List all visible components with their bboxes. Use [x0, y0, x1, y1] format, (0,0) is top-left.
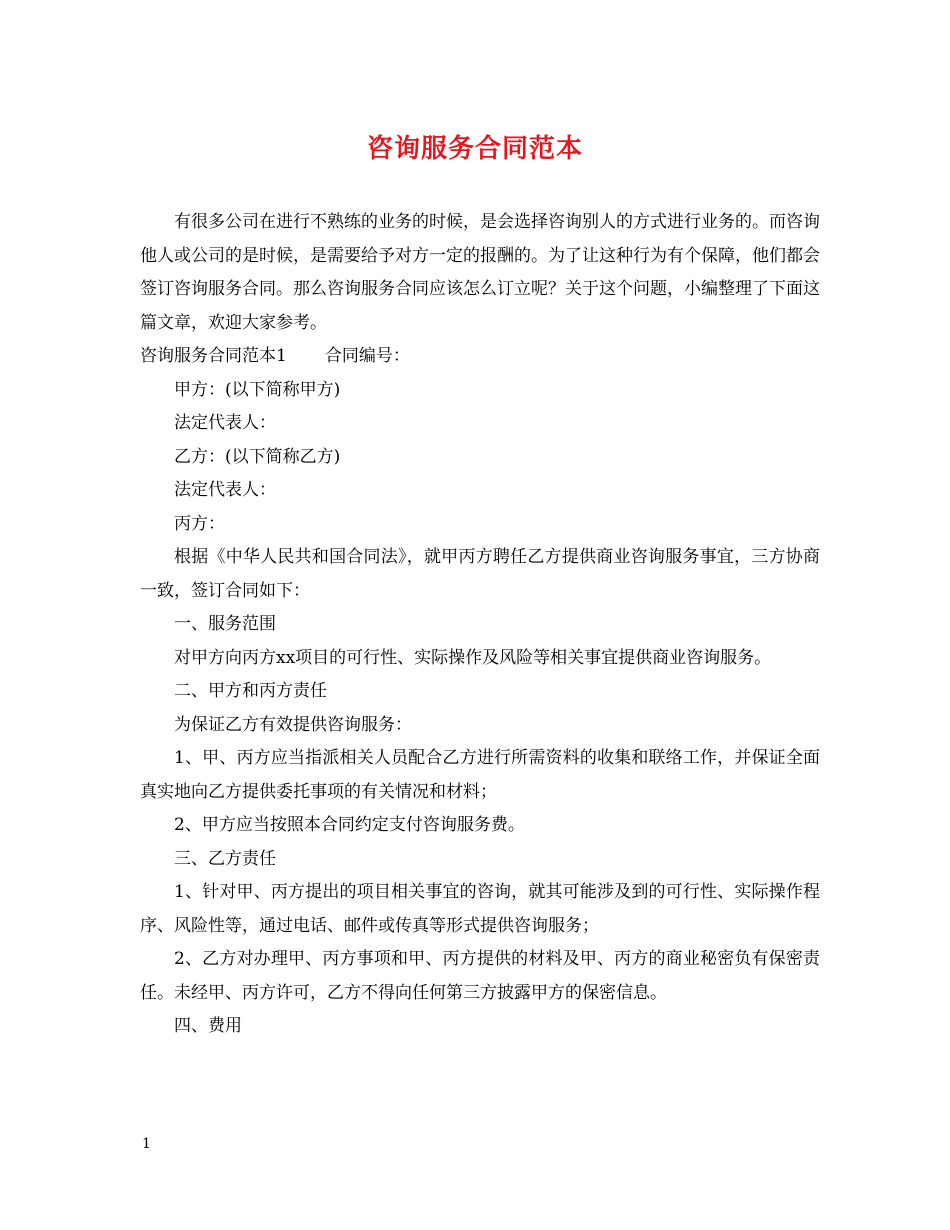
sample-heading-line	[140, 340, 820, 374]
section-3-item-2: 2、乙方对办理甲、丙方事项和甲、丙方提供的材料及甲、丙方的商业秘密负有保密责任。未经甲、丙方许可，乙方不得向任何第三方披露甲方的保密信息。	[140, 949, 820, 1003]
party-b: 乙方：(以下简称乙方)	[174, 446, 341, 467]
section-1-body: 对甲方向丙方xx项目的可行性、实际操作及风险等相关事宜提供商业咨询服务。	[174, 647, 772, 668]
document-title: 咨询服务合同范本	[366, 134, 583, 164]
contract-number-label: 合同编号：	[324, 346, 410, 366]
section-2-title: 二、甲方和丙方责任	[174, 681, 327, 701]
party-c: 丙方：	[174, 513, 225, 534]
section-2-item-1: 1、甲、丙方应当指派相关人员配合乙方进行所需资料的收集和联络工作，并保证全面真实地向乙方提供委托事项的有关情况和材料；	[140, 748, 820, 802]
legal-rep-a: 法定代表人：	[174, 413, 276, 433]
document-body	[140, 206, 820, 1044]
section-2-item-2: 2、甲方应当按照本合同约定支付咨询服务费。	[174, 815, 525, 835]
sample-heading: 咨询服务合同范本1	[140, 346, 287, 366]
party-a: 甲方：(以下简称甲方)	[174, 379, 341, 400]
intro-paragraph: 有很多公司在进行不熟练的业务的时候，是会选择咨询别人的方式进行业务的。而咨询他人或公司的是时候，是需要给予对方一定的报酬的。为了让这种行为有个保障，他们都会签订咨询服务合同。那么咨询服务合同应该怎么订立呢？关于这个问题，小编整理了下面这篇文章，欢迎大家参考。	[140, 212, 820, 333]
section-4-title: 四、费用	[174, 1016, 242, 1036]
section-3-item-1: 1、针对甲、丙方提出的项目相关事宜的咨询，就其可能涉及到的可行性、实际操作程序、风险性等，通过电话、邮件或传真等形式提供咨询服务；	[140, 882, 820, 936]
section-3-title: 三、乙方责任	[174, 848, 276, 869]
legal-rep-b: 法定代表人：	[174, 480, 276, 500]
section-1-title: 一、服务范围	[174, 614, 276, 634]
page-number: 1	[142, 1136, 151, 1152]
section-2-intro: 为保证乙方有效提供咨询服务：	[174, 714, 412, 735]
preamble-paragraph: 根据《中华人民共和国合同法》，就甲丙方聘任乙方提供商业咨询服务事宜，三方协商一致，签订合同如下：	[140, 547, 820, 601]
